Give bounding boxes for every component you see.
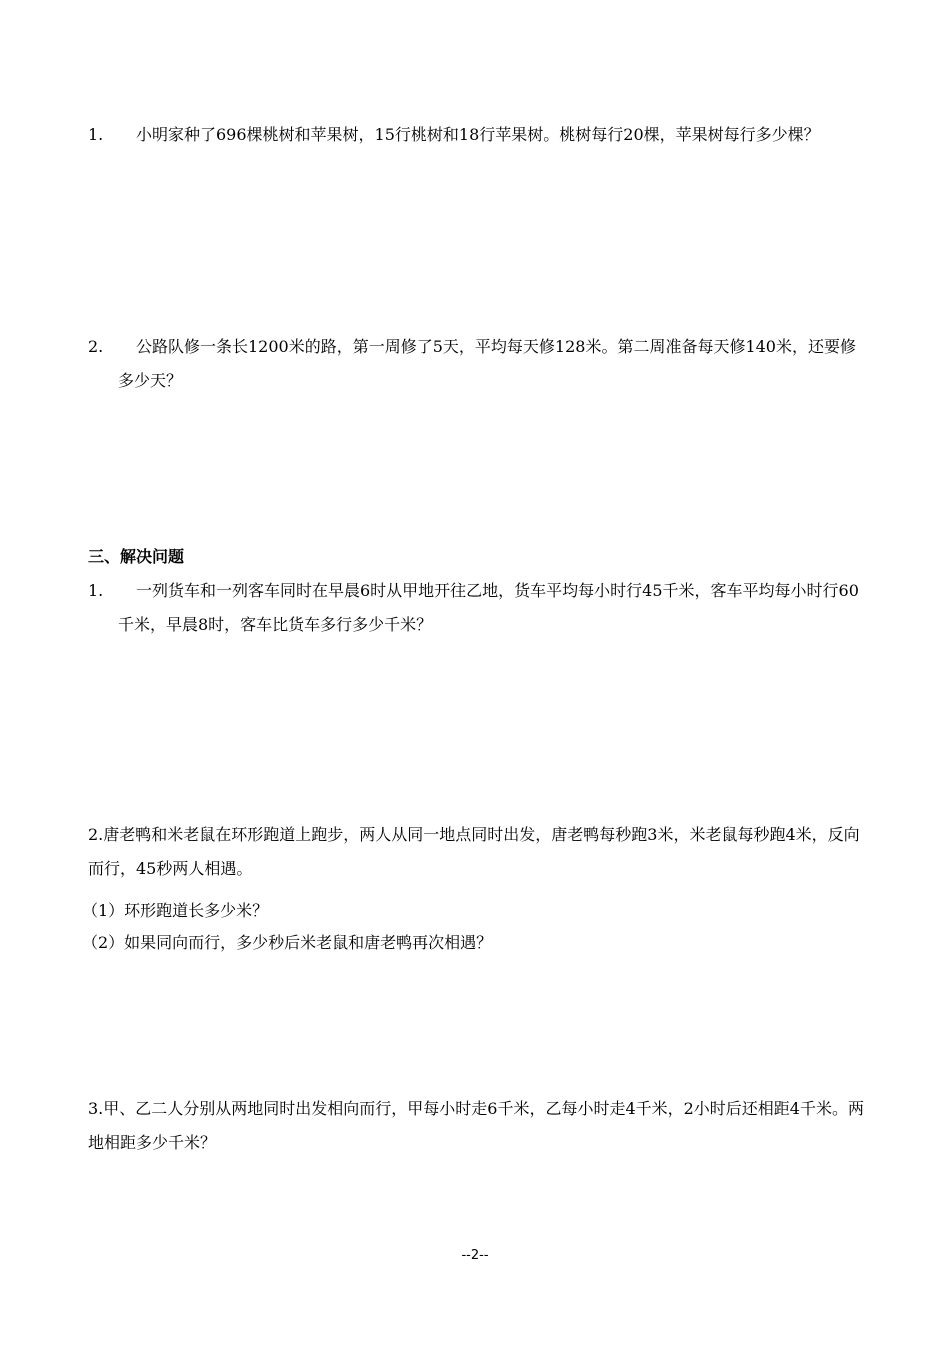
problem-2-2	[88, 330, 868, 398]
section-heading: 三、解决问题	[88, 547, 185, 566]
problem-number: 2.	[88, 337, 104, 356]
problem-3-1	[88, 574, 868, 642]
problem-text: 公路队修一条长1200米的路，第一周修了5天，平均每天修128米。第二周准备每天修140米，还要修多少天？	[118, 337, 856, 390]
problem-text: 一列货车和一列客车同时在早晨6时从甲地开往乙地，货车平均每小时行45千米，客车平均每小时行60千米，早晨8时，客车比货车多行多少千米？	[118, 581, 859, 634]
page-number: --2--	[461, 1248, 489, 1263]
problem-number: 1.	[88, 581, 104, 600]
problem-3-2: 2.唐老鸭和米老鼠在环形跑道上跑步，两人从同一地点同时出发，唐老鸭每秒跑3米，米老鼠每秒跑4米，反向而行，45秒两人相遇。	[88, 825, 860, 878]
problem-2-1	[88, 118, 868, 152]
problem-number: 1.	[88, 125, 104, 144]
problem-3-3: 3.甲、乙二人分别从两地同时出发相向而行，甲每小时走6千米，乙每小时走4千米，2小时后还相距4千米。两地相距多少千米？	[88, 1099, 864, 1152]
sub-question-1: （1）环形跑道长多少米？	[82, 901, 269, 920]
problem-text: 小明家种了696棵桃树和苹果树，15行桃树和18行苹果树。桃树每行20棵，苹果树每行多少棵？	[136, 125, 820, 144]
sub-question-2: （2）如果同向而行，多少秒后米老鼠和唐老鸭再次相遇？	[82, 933, 493, 952]
